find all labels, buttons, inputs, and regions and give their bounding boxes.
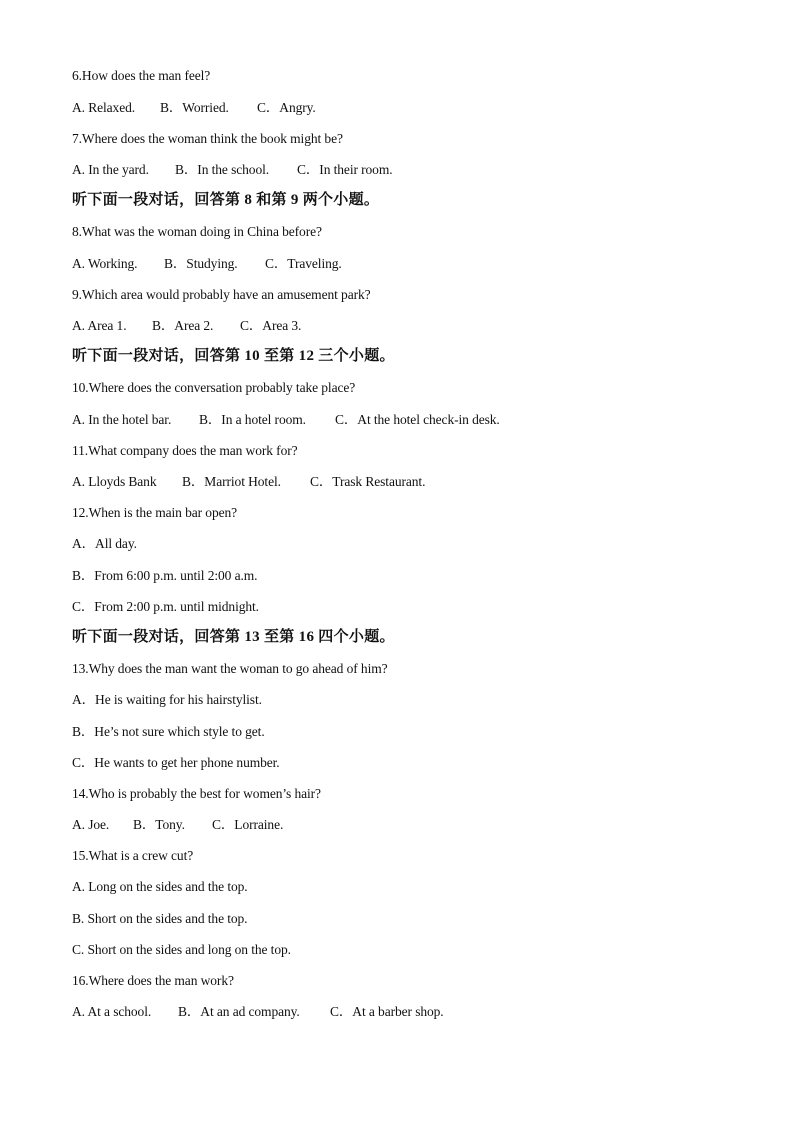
question-14-options: [72, 816, 283, 834]
question-14: 14.Who is probably the best for women’s hair?: [72, 786, 321, 801]
option-c: C．Trask Restaurant.: [310, 474, 426, 489]
question-10-options: [72, 411, 500, 429]
option-a: A. Lloyds Bank: [72, 474, 157, 489]
question-13-option-c: C．He wants to get her phone number.: [72, 755, 280, 770]
question-13-option-a: A．He is waiting for his hairstylist.: [72, 692, 262, 707]
question-16-options: [72, 1003, 444, 1021]
option-b: B．Marriot Hotel.: [182, 474, 281, 489]
option-b: B．At an ad company.: [178, 1004, 300, 1019]
question-6-options: [72, 99, 316, 117]
question-12-option-c: C．From 2:00 p.m. until midnight.: [72, 599, 259, 614]
question-9-options: [72, 317, 301, 335]
section-heading-8-9: 听下面一段对话，回答第 8 和第 9 两个小题。: [72, 192, 380, 208]
question-12-option-b: B．From 6:00 p.m. until 2:00 a.m.: [72, 568, 258, 583]
section-heading-10-12: 听下面一段对话，回答第 10 至第 12 三个小题。: [72, 348, 395, 364]
question-6: 6.How does the man feel?: [72, 68, 211, 83]
option-a: A. In the hotel bar.: [72, 412, 172, 427]
question-8-options: [72, 255, 342, 273]
question-7: 7.Where does the woman think the book might be?: [72, 131, 343, 146]
question-12-option-a: A．All day.: [72, 536, 137, 551]
option-a: A. Working.: [72, 256, 138, 271]
option-c: C．Angry.: [257, 100, 316, 115]
question-15-option-b: B. Short on the sides and the top.: [72, 911, 248, 926]
question-12: 12.When is the main bar open?: [72, 505, 238, 520]
question-13-option-b: B．He’s not sure which style to get.: [72, 724, 265, 739]
option-a: A. Relaxed.: [72, 100, 136, 115]
option-b: B．Worried.: [160, 100, 229, 115]
option-b: B．In the school.: [175, 162, 270, 177]
question-10: 10.Where does the conversation probably take place?: [72, 380, 356, 395]
section-heading-13-16: 听下面一段对话，回答第 13 至第 16 四个小题。: [72, 629, 395, 645]
option-c: C．Area 3.: [240, 318, 302, 333]
option-c: C．Lorraine.: [212, 817, 284, 832]
option-a: A. Area 1.: [72, 318, 127, 333]
option-c: C．Traveling.: [265, 256, 342, 271]
option-c: C．At a barber shop.: [330, 1004, 444, 1019]
question-8: 8.What was the woman doing in China before?: [72, 224, 322, 239]
question-15-option-a: A. Long on the sides and the top.: [72, 879, 248, 894]
option-b: B．Tony.: [133, 817, 185, 832]
option-a: A. At a school.: [72, 1004, 152, 1019]
question-7-options: [72, 161, 393, 179]
question-11: 11.What company does the man work for?: [72, 443, 298, 458]
question-16: 16.Where does the man work?: [72, 973, 234, 988]
question-9: 9.Which area would probably have an amusement park?: [72, 287, 371, 302]
option-a: A. In the yard.: [72, 162, 149, 177]
question-15: 15.What is a crew cut?: [72, 848, 194, 863]
option-b: B．In a hotel room.: [199, 412, 306, 427]
option-a: A. Joe.: [72, 817, 110, 832]
option-c: C．In their room.: [297, 162, 393, 177]
option-b: B．Studying.: [164, 256, 238, 271]
question-11-options: [72, 473, 425, 491]
option-c: C．At the hotel check-in desk.: [335, 412, 500, 427]
question-15-option-c: C. Short on the sides and long on the top.: [72, 942, 291, 957]
option-b: B．Area 2.: [152, 318, 214, 333]
question-13: 13.Why does the man want the woman to go ahead of him?: [72, 661, 388, 676]
